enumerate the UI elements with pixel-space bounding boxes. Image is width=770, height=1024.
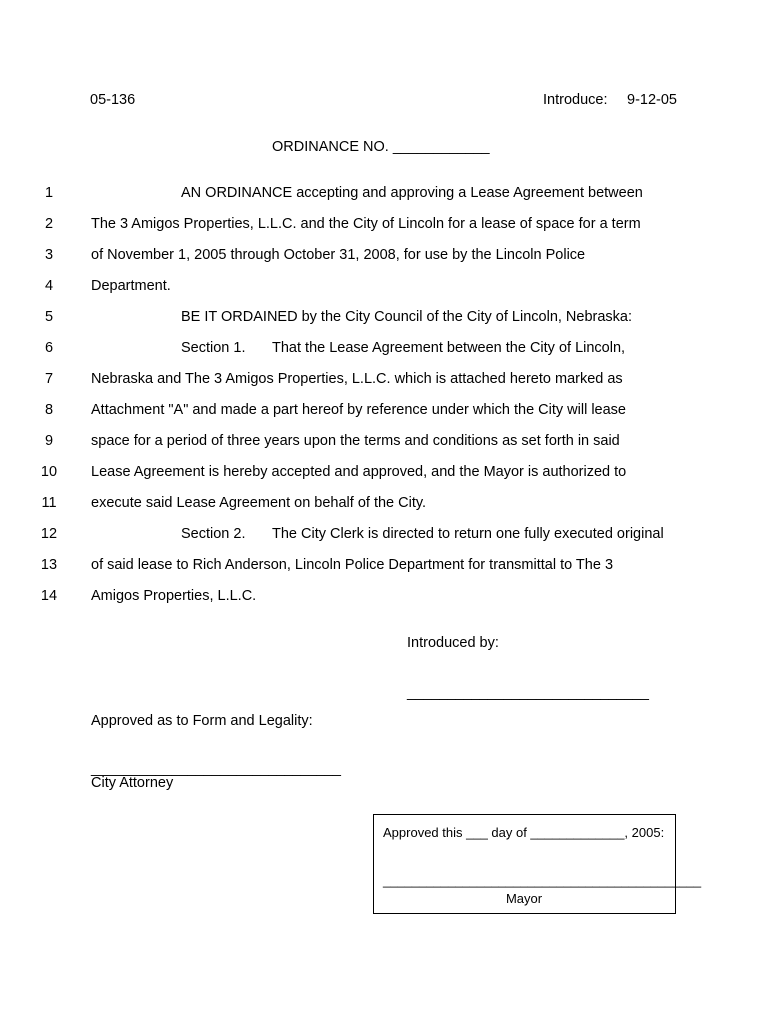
section-label: Section 1.	[181, 340, 246, 356]
mayor-label: Mayor	[505, 891, 543, 906]
ordinance-title: ORDINANCE NO. ____________	[272, 139, 490, 155]
line-number: 9	[44, 433, 54, 449]
line-number: 2	[44, 216, 54, 232]
approved-form-label: Approved as to Form and Legality:	[91, 713, 313, 729]
line-number: 5	[44, 309, 54, 325]
line-number: 12	[40, 526, 58, 542]
mayor-approval-box	[373, 814, 702, 914]
line-text: The 3 Amigos Properties, L.L.C. and the City of Lincoln for a lease of space for a term	[91, 216, 641, 232]
line-text: Lease Agreement is hereby accepted and approved, and the Mayor is authorized to	[91, 464, 627, 480]
line-text: of November 1, 2005 through October 31, 2008, for use by the Lincoln Police	[91, 247, 586, 263]
line-text: Nebraska and The 3 Amigos Properties, L.L.C. which is attached hereto marked as	[91, 371, 623, 387]
section-label: Section 2.	[181, 526, 246, 542]
city-attorney-label: City Attorney	[91, 775, 174, 791]
line-number: 4	[44, 278, 54, 294]
line-text: Attachment "A" and made a part hereof by reference under which the City will lease	[91, 402, 626, 418]
line-number: 6	[44, 340, 54, 356]
line-number: 8	[44, 402, 54, 418]
line-number: 10	[40, 464, 58, 480]
line-text: space for a period of three years upon the terms and conditions as set forth in said	[91, 433, 620, 449]
attorney-signature-line: _______________________________	[91, 761, 341, 777]
line-number: 3	[44, 247, 54, 263]
line-number: 7	[44, 371, 54, 387]
introduce-date: 9-12-05	[627, 92, 677, 108]
line-number: 11	[41, 495, 57, 511]
line-number: 14	[40, 588, 58, 604]
line-text: AN ORDINANCE accepting and approving a Lease Agreement between	[181, 185, 643, 201]
introduced-by-label: Introduced by:	[407, 635, 499, 651]
line-text: execute said Lease Agreement on behalf of the City.	[91, 495, 427, 511]
line-text: The City Clerk is directed to return one fully executed original	[272, 526, 664, 542]
introduce-label: Introduce:	[543, 92, 608, 108]
line-text: That the Lease Agreement between the City of Lincoln,	[272, 340, 626, 356]
introducer-signature-line: ______________________________	[407, 685, 649, 701]
line-text: BE IT ORDAINED by the City Council of the City of Lincoln, Nebraska:	[181, 309, 633, 325]
document-number: 05-136	[90, 92, 136, 108]
approval-date-text: Approved this ___ day of _____________, 2005:	[383, 825, 665, 840]
line-number: 13	[40, 557, 58, 573]
line-text: Amigos Properties, L.L.C.	[91, 588, 257, 604]
line-number: 1	[44, 185, 54, 201]
mayor-signature-line: ____________________________________________	[383, 873, 702, 888]
line-text: of said lease to Rich Anderson, Lincoln Police Department for transmittal to The 3	[91, 557, 614, 573]
line-text: Department.	[91, 278, 171, 294]
